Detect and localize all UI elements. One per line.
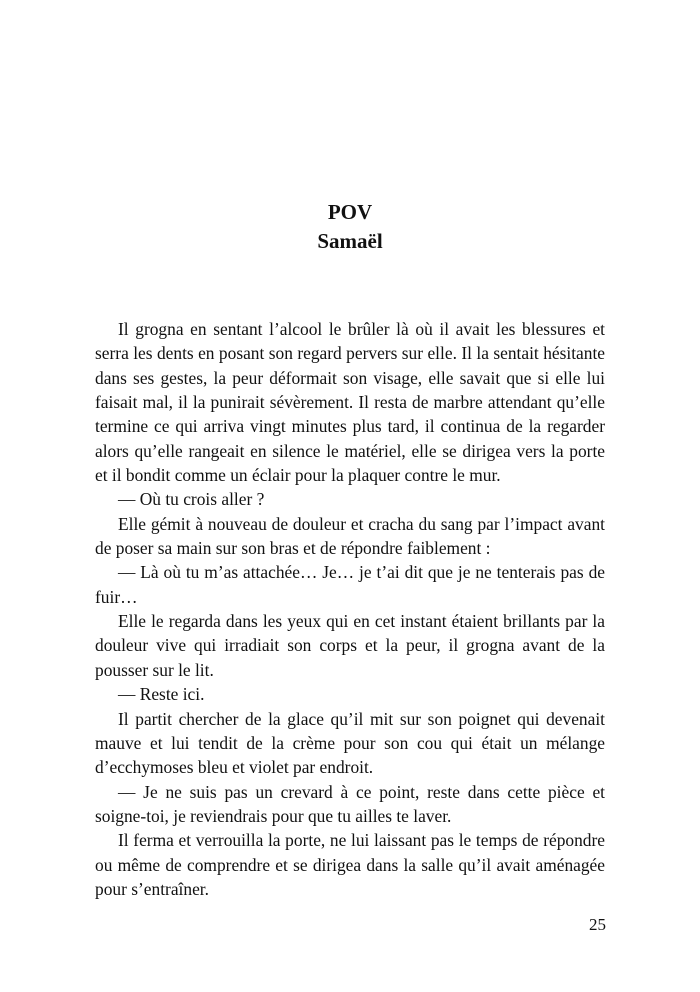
body-text [95, 317, 605, 901]
paragraph: Elle gémit à nouveau de douleur et cracha du sang par l’impact avant de poser sa main sur son bras et de répondre faiblement : [95, 513, 605, 559]
dialogue-line: — Là où tu m’as attachée… Je… je t’ai dit que je ne tenterais pas de fuir… [95, 562, 605, 607]
chapter-heading [0, 198, 700, 256]
page-number: 25 [589, 915, 606, 934]
paragraph: Il grogna en sentant l’alcool le brûler là où il avait les blessures et serra les dents en posant son regard pervers sur elle. Il la sentait hésitante dans ses gestes, la peur déformait son visage, elle savait que si elle lui faisait mal, il la punirait sévèrement. Il resta de marbre attendant qu’elle termine ce qui arriva vingt minutes plus tard, il continua de la regarder alors qu’elle rangeait en silence le matériel, elle se dirigea vers la porte et il bondit comme un éclair pour la plaquer contre le mur. [95, 319, 605, 486]
chapter-title: POV [327, 200, 373, 224]
paragraph: Il partit chercher de la glace qu’il mit sur son poignet qui devenait mauve et lui tendit de la crème pour son cou qui était un mélange d’ecchymoses bleu et violet par endroit. [95, 708, 605, 778]
paragraph: Il ferma et verrouilla la porte, ne lui laissant pas le temps de répondre ou même de comprendre et se dirigea dans la salle qu’il avait aménagée pour s’entraîner. [95, 830, 605, 899]
dialogue-line: — Où tu crois aller ? [118, 489, 265, 510]
dialogue-line: — Je ne suis pas un crevard à ce point, reste dans cette pièce et soigne-toi, je reviendrais pour que tu ailles te laver. [95, 781, 605, 826]
chapter-subtitle: Samaël [317, 229, 383, 253]
dialogue-line: — Reste ici. [118, 684, 205, 705]
paragraph: Elle le regarda dans les yeux qui en cet instant étaient brillants par la douleur vive qui irradiait son corps et la peur, il grogna avant de la pousser sur le lit. [95, 611, 605, 680]
